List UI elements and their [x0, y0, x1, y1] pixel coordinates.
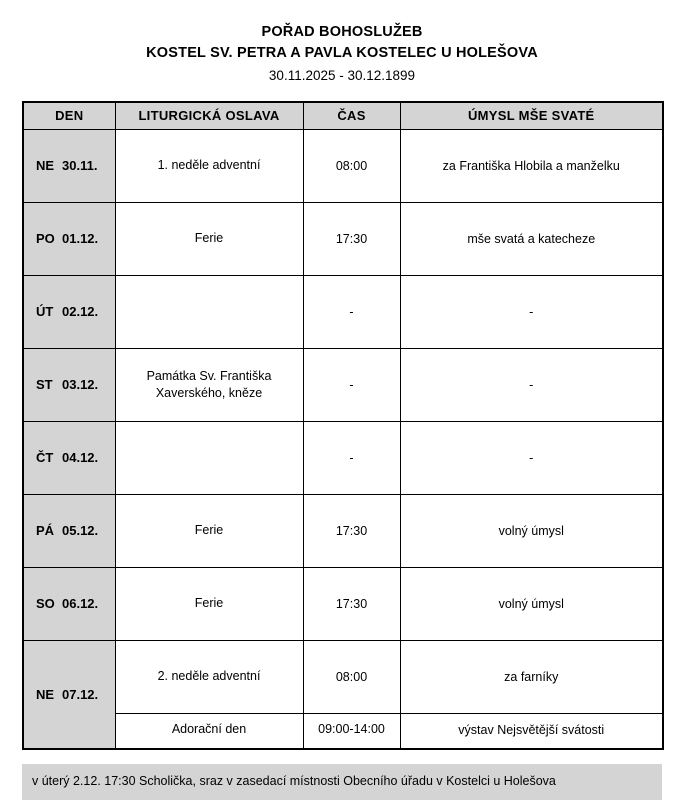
cell-day-date: 30.11.: [62, 158, 98, 174]
cell-time: 08:00: [303, 129, 400, 202]
table-body: [23, 129, 663, 749]
cell-liturgy: Ferie: [115, 567, 303, 640]
header-title-line2: KOSTEL SV. PETRA A PAVLA KOSTELEC U HOLEŠOVA: [146, 45, 538, 62]
table-row: [23, 421, 663, 494]
cell-day-name: ÚT: [36, 304, 54, 320]
cell-intention: volný úmysl: [400, 494, 663, 567]
cell-day: [23, 494, 115, 567]
cell-time: 17:30: [303, 494, 400, 567]
cell-day-name: NE: [36, 686, 55, 702]
footer-note: v úterý 2.12. 17:30 Scholička, sraz v zasedací místnosti Obecního úřadu v Kostelci u Holešova: [22, 764, 662, 800]
cell-day-date: 01.12.: [62, 231, 99, 247]
cell-day-date: 04.12.: [62, 450, 99, 466]
cell-day-name: SO: [36, 596, 55, 612]
cell-day: [23, 202, 115, 275]
cell-liturgy-extra: Adorační den: [115, 713, 303, 749]
cell-day-name: PÁ: [36, 523, 55, 539]
cell-intention-extra: výstav Nejsvětější svátosti: [400, 713, 663, 749]
cell-day-date: 07.12.: [62, 686, 99, 702]
cell-day-name: NE: [36, 158, 55, 174]
cell-day-name: PO: [36, 231, 55, 247]
column-header-liturgy: LITURGICKÁ OSLAVA: [115, 102, 303, 130]
table-row: [23, 567, 663, 640]
table-row: [23, 129, 663, 202]
cell-day: [23, 348, 115, 421]
cell-time: 17:30: [303, 567, 400, 640]
cell-liturgy: Ferie: [115, 494, 303, 567]
cell-time: -: [303, 275, 400, 348]
cell-day: [23, 275, 115, 348]
table-row: [23, 275, 663, 348]
cell-intention: volný úmysl: [400, 567, 663, 640]
header-title-line1: POŘAD BOHOSLUŽEB: [261, 24, 423, 40]
document-header: [0, 0, 684, 87]
cell-liturgy: 2. neděle adventní: [115, 640, 303, 713]
cell-intention: -: [400, 348, 663, 421]
cell-intention: -: [400, 275, 663, 348]
header-date-range: 30.11.2025 - 30.12.1899: [268, 68, 416, 84]
cell-day-date: 06.12.: [62, 596, 99, 612]
cell-time: 08:00: [303, 640, 400, 713]
cell-time: -: [303, 348, 400, 421]
cell-intention: za Františka Hlobila a manželku: [400, 129, 663, 202]
column-header-time: ČAS: [303, 102, 400, 130]
cell-intention: -: [400, 421, 663, 494]
cell-intention: mše svatá a katecheze: [400, 202, 663, 275]
cell-day-name: ST: [36, 377, 53, 393]
cell-day: [23, 567, 115, 640]
table-row-extra: [23, 713, 663, 749]
cell-liturgy: [115, 275, 303, 348]
column-header-intention: ÚMYSL MŠE SVATÉ: [400, 102, 663, 130]
table-row: [23, 494, 663, 567]
cell-liturgy: [115, 421, 303, 494]
cell-day-date: 02.12.: [62, 304, 99, 320]
cell-time: 17:30: [303, 202, 400, 275]
table-header-row: [23, 102, 663, 130]
cell-intention: za farníky: [400, 640, 663, 713]
cell-liturgy: Památka Sv. Františka Xaverského, kněze: [115, 348, 303, 421]
cell-time-extra: 09:00-14:00: [303, 713, 400, 749]
table-row: [23, 202, 663, 275]
cell-day: [23, 421, 115, 494]
table-row: [23, 348, 663, 421]
column-header-day: DEN: [23, 102, 115, 130]
cell-day-date: 03.12.: [62, 377, 99, 393]
schedule-table: [22, 101, 664, 750]
cell-day: [23, 129, 115, 202]
cell-liturgy: 1. neděle adventní: [115, 129, 303, 202]
cell-day-name: ČT: [36, 450, 54, 466]
schedule-table-wrapper: [22, 101, 662, 750]
cell-day: [23, 640, 115, 749]
cell-day-date: 05.12.: [62, 523, 99, 539]
cell-liturgy: Ferie: [115, 202, 303, 275]
cell-time: -: [303, 421, 400, 494]
table-row: [23, 640, 663, 713]
